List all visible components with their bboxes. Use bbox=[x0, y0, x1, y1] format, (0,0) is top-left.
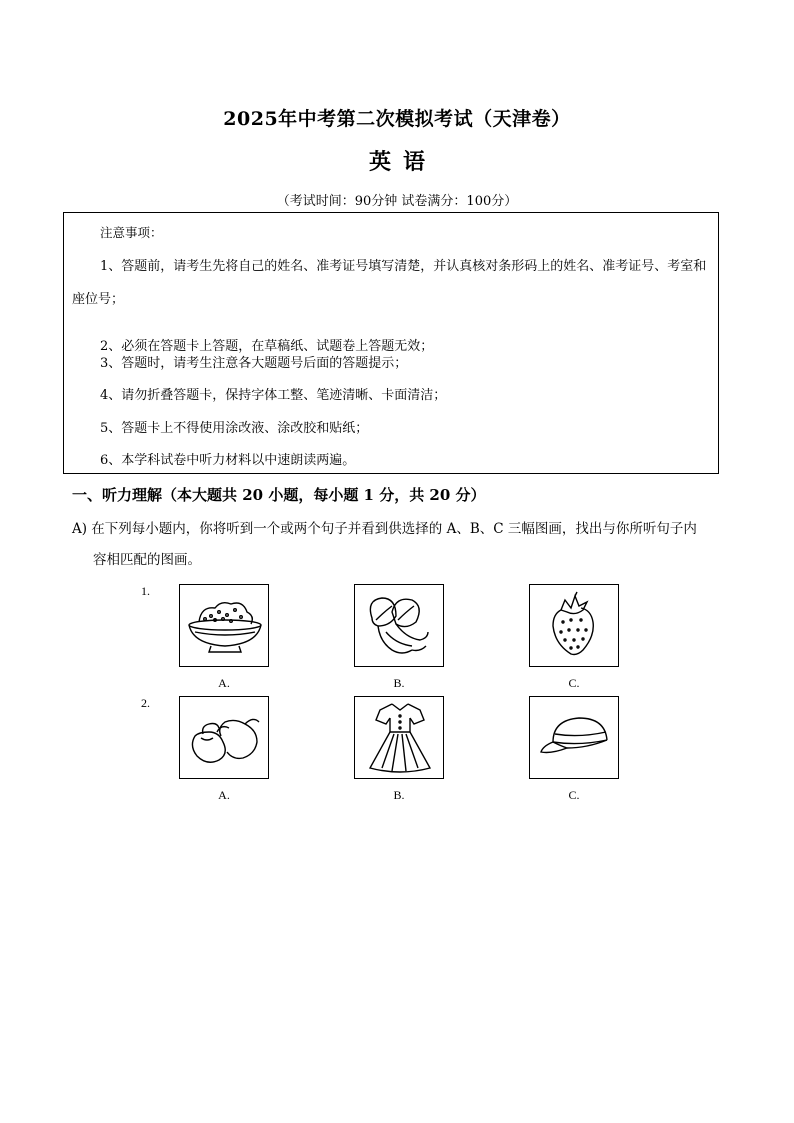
notice-box bbox=[63, 212, 719, 474]
question-number-2: 2. bbox=[141, 696, 150, 710]
option-2b-label: B. bbox=[393, 788, 405, 802]
option-1b-label: B. bbox=[393, 676, 405, 690]
notice-item-6: 6、本学科试卷中听力材料以中速朗读两遍。 bbox=[100, 453, 356, 468]
option-2a-label: A. bbox=[218, 788, 230, 802]
gloves-icon bbox=[181, 698, 267, 777]
instruction-line-1: A) 在下列每小题内，你将听到一个或两个句子并看到供选择的 A、B、C 三幅图画，找出与你所听句子内 bbox=[72, 521, 697, 537]
option-1c-picture[interactable] bbox=[529, 584, 619, 667]
notice-item-1: 1、答题前，请考生先将自己的姓名、准考证号填写清楚，并认真核对条形码上的姓名、准考证号、考室和座位号； bbox=[72, 259, 707, 307]
spinach-icon bbox=[356, 586, 442, 665]
notice-item-4: 4、请勿折叠答题卡，保持字体工整、笔迹清晰、卡面清洁； bbox=[100, 388, 447, 403]
dress-icon bbox=[356, 698, 442, 777]
notice-title: 注意事项： bbox=[100, 225, 163, 240]
instruction-line-2: 容相匹配的图画。 bbox=[93, 552, 201, 568]
option-1c-label: C. bbox=[568, 676, 580, 690]
rice-bowl-icon bbox=[181, 586, 267, 665]
exam-title: 2025年中考第二次模拟考试（天津卷） bbox=[223, 108, 571, 130]
section-title: 一、听力理解（本大题共 20 小题，每小题 1 分，共 20 分） bbox=[72, 486, 486, 504]
subject-title: 英语 bbox=[368, 149, 437, 175]
notice-item-2: 2、必须在答题卡上答题，在草稿纸、试题卷上答题无效； bbox=[100, 339, 434, 354]
option-2c-picture[interactable] bbox=[529, 696, 619, 779]
question-number-1: 1. bbox=[141, 584, 150, 598]
cap-icon bbox=[531, 698, 617, 777]
option-1b-picture[interactable] bbox=[354, 584, 444, 667]
option-2a-picture[interactable] bbox=[179, 696, 269, 779]
exam-info: （考试时间：90分钟 试卷满分：100分） bbox=[276, 194, 518, 209]
notice-item-5: 5、答题卡上不得使用涂改液、涂改胶和贴纸； bbox=[100, 421, 369, 436]
notice-item-3: 3、答题时，请考生注意各大题题号后面的答题提示； bbox=[100, 356, 408, 371]
option-1a-label: A. bbox=[218, 676, 230, 690]
option-1a-picture[interactable] bbox=[179, 584, 269, 667]
option-2c-label: C. bbox=[568, 788, 580, 802]
option-2b-picture[interactable] bbox=[354, 696, 444, 779]
strawberry-icon bbox=[531, 586, 617, 665]
